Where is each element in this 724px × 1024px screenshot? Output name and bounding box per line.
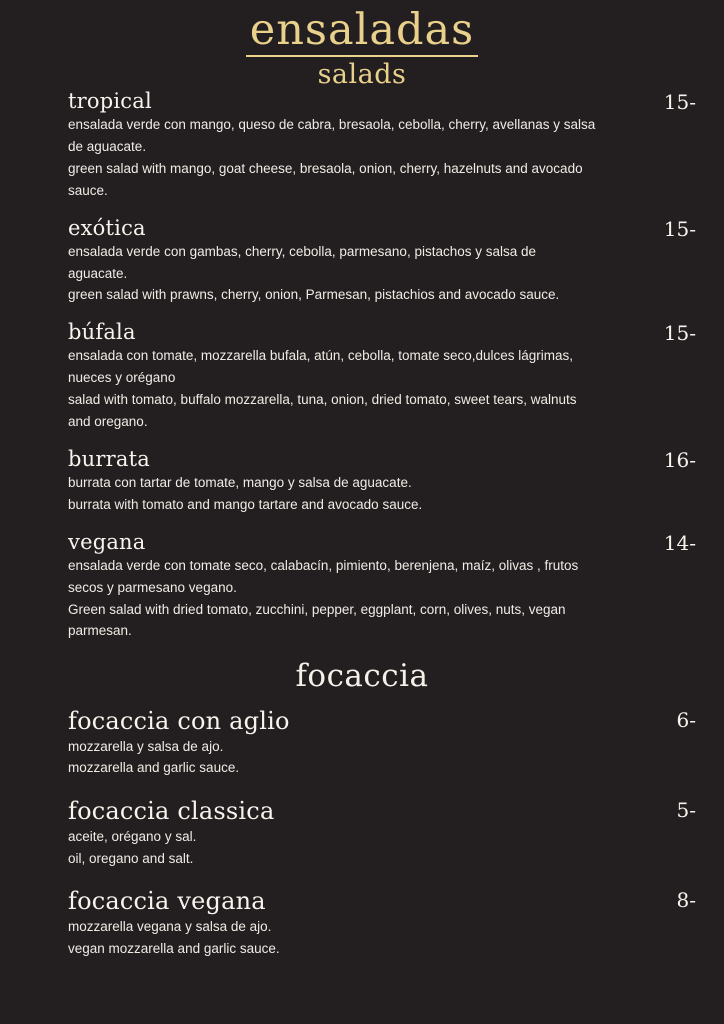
menu-item — [68, 90, 696, 202]
menu-item — [68, 531, 696, 643]
item-description-en: green salad with mango, goat cheese, bresaola, onion, cherry, hazelnuts and avocado sauce. — [68, 160, 583, 198]
item-description-en: burrata with tomato and mango tartare and avocado sauce. — [68, 496, 423, 512]
section-focaccia — [0, 708, 724, 959]
menu-item — [68, 798, 696, 869]
item-description-es: ensalada verde con gambas, cherry, cebolla, parmesano, pistachos y salsa de aguacate. — [68, 243, 537, 281]
page-title: ensaladas — [246, 8, 478, 57]
item-description-en: Green salad with dried tomato, zucchini, pepper, eggplant, corn, olives, nuts, vegan parmesan. — [68, 601, 566, 639]
item-name: focaccia vegana — [68, 887, 266, 916]
item-price: 8- — [676, 888, 696, 913]
item-description-en: mozzarella and garlic sauce. — [68, 760, 240, 776]
item-description-es: mozzarella vegana y salsa de ajo. — [68, 918, 272, 934]
item-price: 14- — [663, 530, 696, 555]
item-description-en: vegan mozzarella and garlic sauce. — [68, 940, 280, 956]
item-name: burrata — [68, 446, 150, 471]
page-subtitle: salads — [317, 59, 407, 91]
section-ensaladas — [0, 90, 724, 642]
menu-item — [68, 217, 696, 307]
menu-item — [68, 708, 696, 779]
item-description-es: ensalada verde con mango, queso de cabra, bresaola, cebolla, cherry, avellanas y salsa de aguacate. — [68, 117, 596, 155]
item-name: búfala — [68, 320, 136, 345]
item-price: 5- — [676, 798, 696, 823]
item-description-es: ensalada con tomate, mozzarella bufala, atún, cebolla, tomate seco,dulces lágrimas, nueces y orégano — [68, 348, 574, 386]
item-description-en: green salad with prawns, cherry, onion, Parmesan, pistachios and avocado sauce. — [68, 287, 560, 303]
item-description-es: mozzarella y salsa de ajo. — [68, 738, 224, 754]
menu-header — [0, 0, 724, 90]
item-description-en: salad with tomato, buffalo mozzarella, tuna, onion, dried tomato, sweet tears, walnuts and oregano. — [68, 392, 577, 430]
item-name: vegana — [68, 529, 146, 554]
menu-item — [68, 321, 696, 433]
item-name: focaccia con aglio — [68, 707, 290, 736]
item-price: 15- — [663, 216, 696, 241]
item-description-es: aceite, orégano y sal. — [68, 828, 197, 844]
item-name: exótica — [68, 215, 146, 240]
item-name: focaccia classica — [68, 797, 275, 826]
section-title-focaccia: focaccia — [295, 658, 429, 695]
item-name: tropical — [68, 89, 152, 114]
item-price: 6- — [676, 708, 696, 733]
item-price: 15- — [663, 90, 696, 115]
item-description-en: oil, oregano and salt. — [68, 850, 194, 866]
menu-item — [68, 888, 696, 959]
menu-item — [68, 448, 696, 516]
item-price: 16- — [663, 447, 696, 472]
item-price: 15- — [663, 321, 696, 346]
item-description-es: ensalada verde con tomate seco, calabacín, pimiento, berenjena, maíz, olivas , frutos secos y parmesano vegano. — [68, 557, 579, 595]
item-description-es: burrata con tartar de tomate, mango y salsa de aguacate. — [68, 474, 412, 490]
